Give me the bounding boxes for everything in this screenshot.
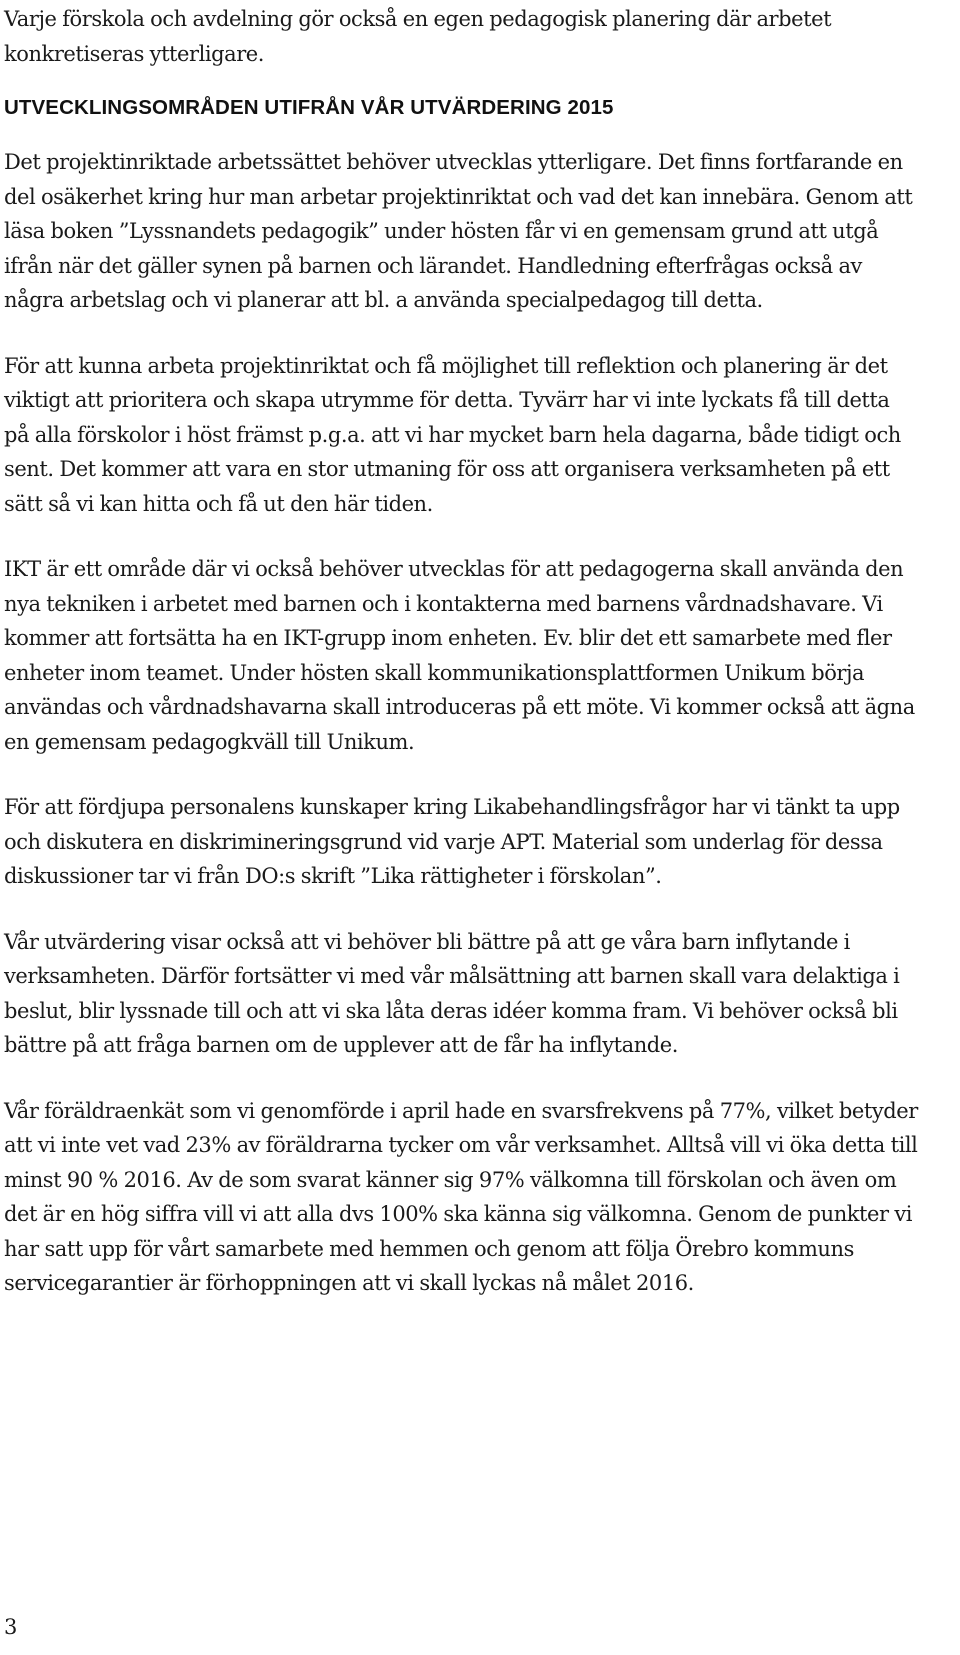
paragraph-projektinriktat: Det projektinriktade arbetssättet behöver utvecklas ytterligare. Det finns fortfarande en del osäkerhet kring hur man arbetar projektinriktat och vad det kan innebära. Genom att läsa boken ”Lyssnandets pedagogik” under hösten får vi en gemensam grund att utgå ifrån när det gäller synen på barnen och lärandet. Handledning efterfrågas också av några arbetslag och vi planerar att bl. a använda specialpedagog till detta. xyxy=(4,150,913,312)
paragraph-foraldraenkat: Vår föräldraenkät som vi genomförde i april hade en svarsfrekvens på 77%, vilket betyder att vi inte vet vad 23% av föräldrarna tycker om vår verksamhet. Alltså vill vi öka detta till minst 90 % 2016. Av de som svarat känner sig 97% välkomna till förskolan och även om det är en hög siffra vill vi att alla dvs 100% ska känna sig välkomna. Genom de punkter vi har satt upp för vårt samarbete med hemmen och genom att följa Örebro kommuns servicegarantier är förhoppningen att vi skall lyckas nå målet 2016. xyxy=(4,1098,918,1295)
paragraph-ikt: IKT är ett område där vi också behöver utvecklas för att pedagogerna skall använda den nya tekniken i arbetet med barnen och i kontakterna med barnens vårdnadshavare. Vi kommer att fortsätta ha en IKT-grupp inom enheten. Ev. blir det ett samarbete med fler enheter inom teamet. Under hösten skall kommunikationsplattformen Unikum börja användas och vårdnadshavarna skall introduceras på ett möte. Vi kommer också att ägna en gemensam pedagogkväll till Unikum. xyxy=(4,557,915,754)
paragraph-reflektion: För att kunna arbeta projektinriktat och få möjlighet till reflektion och planering är det viktigt att prioritera och skapa utrymme för detta. Tyvärr har vi inte lyckats få till detta på alla förskolor i höst främst p.g.a. att vi har mycket barn hela dagarna, både tidigt och sent. Det kommer att vara en stor utmaning för oss att organisera verksamheten på ett sätt så vi kan hitta och få ut den här tiden. xyxy=(4,353,901,516)
paragraph-likabehandling: För att fördjupa personalens kunskaper kring Likabehandlingsfrågor har vi tänkt ta upp och diskutera en diskrimineringsgrund vid varje APT. Material som underlag för dessa diskussioner tar vi från DO:s skrift ”Lika rättigheter i förskolan”. xyxy=(4,795,900,888)
page-number: 3 xyxy=(4,1615,18,1639)
intro-paragraph: Varje förskola och avdelning gör också en egen pedagogisk planering där arbetet konkretiseras ytterligare. xyxy=(4,7,832,66)
section-heading: UTVECKLINGSOMRÅDEN UTIFRÅN VÅR UTVÄRDERING 2015 xyxy=(4,96,614,119)
paragraph-inflytande: Vår utvärdering visar också att vi behöver bli bättre på att ge våra barn inflytande i verksamheten. Därför fortsätter vi med vår målsättning att barnen skall vara delaktiga i beslut, blir lyssnade till och att vi ska låta deras idéer komma fram. Vi behöver också bli bättre på att fråga barnen om de upplever att de får ha inflytande. xyxy=(4,929,900,1057)
